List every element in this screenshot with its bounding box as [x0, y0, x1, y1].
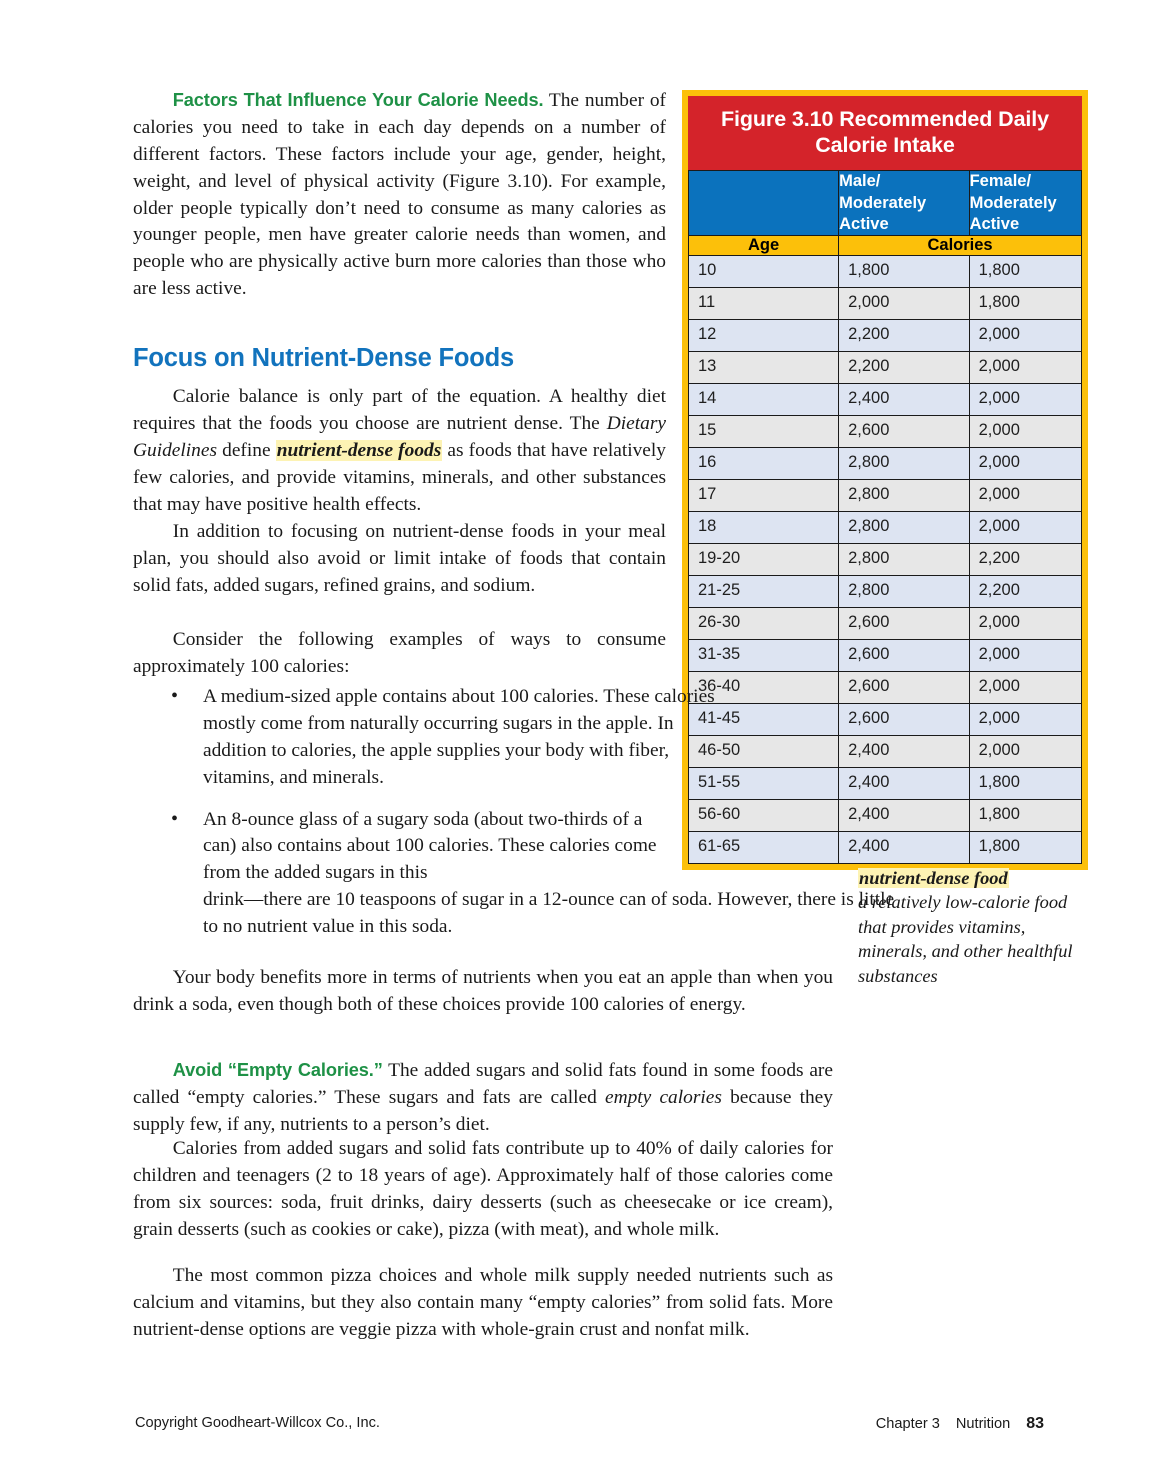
table-cell-male: 2,400	[839, 767, 969, 799]
avoid-text-2: because they supply few, if any, nutrients to a person’s diet.	[133, 1086, 833, 1135]
table-subheader-row	[689, 235, 1082, 255]
table-cell-age: 36-40	[689, 671, 839, 703]
table-cell-male: 2,800	[839, 543, 969, 575]
table-cell-age: 41-45	[689, 703, 839, 735]
table-cell-age: 56-60	[689, 799, 839, 831]
table-cell-male: 2,800	[839, 447, 969, 479]
bullet-icon: •	[171, 807, 179, 830]
table-cell-female: 2,000	[969, 447, 1081, 479]
table-cell-age: 12	[689, 319, 839, 351]
table-cell-age: 18	[689, 511, 839, 543]
paragraph-in-addition-text: In addition to focusing on nutrient-dense foods in your meal plan, you should also avoid or limit intake of foods that contain solid fats, added sugars, refined grains, and sodium.	[133, 521, 666, 596]
list-item-soda-text-narrow: An 8-ounce glass of a sugary soda (about two-thirds of a can) also contains about 100 calories. These calories come from the added sugars in this	[203, 808, 657, 884]
table-row	[689, 479, 1082, 511]
table-cell-female: 2,200	[969, 543, 1081, 575]
table-row	[689, 255, 1082, 287]
table-cell-female: 2,000	[969, 639, 1081, 671]
calorie-text-3: as foods that have relatively few calories, and provide vitamins, minerals, and other substances that may have positive health effects.	[133, 439, 666, 515]
list-item-apple-text: A medium-sized apple contains about 100 calories. These calories mostly come from naturally occurring sugars in the apple. In addition to calories, the apple supplies your body with fiber, vitamins, and minerals.	[203, 686, 715, 788]
list-item	[133, 807, 903, 941]
table-cell-female: 2,000	[969, 607, 1081, 639]
table-cell-male: 2,600	[839, 415, 969, 447]
table-row	[689, 511, 1082, 543]
table-cell-age: 11	[689, 287, 839, 319]
table-cell-female: 2,000	[969, 383, 1081, 415]
table-row	[689, 575, 1082, 607]
paragraph-pizza-choices-text: The most common pizza choices and whole milk supply needed nutrients such as calcium and vitamins, but they also contain many “empty calories” from solid fats. More nutrient-dense options are veggie pizza with whole-grain crust and nonfat milk.	[133, 1265, 833, 1340]
footer-chapter-info	[876, 1415, 1044, 1433]
table-header-row	[689, 171, 1082, 235]
table-cell-female: 1,800	[969, 799, 1081, 831]
table-cell-age: 46-50	[689, 735, 839, 767]
table-cell-female: 1,800	[969, 831, 1081, 863]
table-cell-age: 15	[689, 415, 839, 447]
table-cell-age: 16	[689, 447, 839, 479]
table-cell-age: 51-55	[689, 767, 839, 799]
paragraph-added-sugars-text: Calories from added sugars and solid fats contribute up to 40% of daily calories for children and teenagers (2 to 18 years of age). Approximately half of those calories come from six sources: soda, fruit drinks, dairy desserts (such as cheesecake or ice cream), grain desserts (such as cookies or cake), pizza (with meat), and whole milk.	[133, 1138, 833, 1240]
table-cell-age: 19-20	[689, 543, 839, 575]
runin-head-avoid: Avoid “Empty Calories.”	[172, 1060, 383, 1080]
table-row	[689, 639, 1082, 671]
glossary-sidebar	[858, 866, 1090, 988]
table-cell-male: 2,600	[839, 607, 969, 639]
footer-subject: Nutrition	[955, 1416, 1011, 1432]
page-footer	[0, 1415, 1156, 1439]
runin-head-factors: Factors That Influence Your Calorie Needs.	[172, 90, 544, 110]
table-row	[689, 415, 1082, 447]
examples-list	[133, 684, 903, 941]
calorie-text-1: Calorie balance is only part of the equation. A healthy diet requires that the foods you choose are nutrient dense. The	[133, 386, 666, 434]
table-cell-male: 2,600	[839, 703, 969, 735]
table-cell-age: 14	[689, 383, 839, 415]
paragraph-pizza-choices	[133, 1263, 833, 1344]
glossary-term: nutrient-dense food	[859, 868, 1008, 888]
table-cell-age: 61-65	[689, 831, 839, 863]
table-row	[689, 351, 1082, 383]
table-cell-male: 1,800	[839, 255, 969, 287]
paragraph-calorie-balance	[133, 384, 666, 518]
table-cell-male: 2,600	[839, 639, 969, 671]
paragraph-in-addition	[133, 519, 666, 600]
footer-page-number: 83	[1026, 1415, 1044, 1432]
header-cell-male: Male/ Moderately Active	[839, 171, 969, 235]
header-cell-blank	[689, 171, 839, 235]
calorie-text-2: define	[217, 439, 276, 461]
table-cell-female: 2,000	[969, 319, 1081, 351]
section-heading-focus: Focus on Nutrient-Dense Foods	[133, 344, 514, 372]
table-cell-age: 21-25	[689, 575, 839, 607]
table-row	[689, 607, 1082, 639]
paragraph-avoid-empty-calories	[133, 1058, 833, 1139]
table-cell-male: 2,400	[839, 799, 969, 831]
table-cell-male: 2,600	[839, 671, 969, 703]
table-cell-age: 31-35	[689, 639, 839, 671]
footer-copyright: Copyright Goodheart-Willcox Co., Inc.	[135, 1415, 380, 1431]
paragraph-body-benefits-text: Your body benefits more in terms of nutrients when you eat an apple than when you drink a soda, even though both of these choices provide 100 calories of energy.	[133, 967, 833, 1015]
table-cell-female: 1,800	[969, 287, 1081, 319]
table-cell-male: 2,800	[839, 511, 969, 543]
table-cell-female: 2,000	[969, 415, 1081, 447]
table-row	[689, 383, 1082, 415]
table-cell-female: 2,000	[969, 479, 1081, 511]
table-cell-male: 2,400	[839, 383, 969, 415]
footer-chapter: Chapter 3	[875, 1416, 940, 1432]
book-title-dietary-guidelines: Dietary Guidelines	[133, 412, 666, 461]
table-cell-female: 2,000	[969, 671, 1081, 703]
paragraph-consider-text: Consider the following examples of ways to consume approximately 100 calories:	[133, 629, 666, 677]
subheader-cell-age: Age	[689, 235, 839, 255]
table-cell-female: 2,000	[969, 511, 1081, 543]
figure-title: Figure 3.10 Recommended Daily Calorie Intake	[688, 96, 1082, 170]
paragraph-factors-text: The number of calories you need to take in each day depends on a number of different factors. These factors include your age, gender, height, weight, and level of physical activity (Figure 3.10). For example, older people typically don’t need to consume as many calories as younger people, men have greater calorie needs than women, and people who are physically active burn more calories than those who are less active.	[133, 90, 666, 300]
table-row	[689, 319, 1082, 351]
list-item	[133, 684, 723, 792]
avoid-text-1: The added sugars and solid fats found in some foods are called “empty calories.” These sugars and fats are called	[133, 1060, 833, 1108]
table-cell-age: 26-30	[689, 607, 839, 639]
paragraph-consider	[133, 627, 666, 681]
table-cell-age: 13	[689, 351, 839, 383]
header-cell-female: Female/ Moderately Active	[969, 171, 1081, 235]
table-cell-age: 10	[689, 255, 839, 287]
key-term-nutrient-dense-foods: nutrient-dense foods	[276, 439, 442, 461]
table-cell-male: 2,000	[839, 287, 969, 319]
glossary-definition: a relatively low-calorie food that provides vitamins, minerals, and other healthful substances	[858, 892, 1073, 986]
subheader-cell-calories: Calories	[839, 235, 1082, 255]
table-cell-female: 2,000	[969, 703, 1081, 735]
list-item-soda-text-wide: drink—there are 10 teaspoons of sugar in a 12-ounce can of soda. However, there is little to no nutrient value in this soda.	[203, 889, 895, 937]
paragraph-body-benefits	[133, 965, 833, 1019]
table-row	[689, 543, 1082, 575]
table-cell-male: 2,800	[839, 575, 969, 607]
italic-term-empty-calories: empty calories	[604, 1086, 722, 1108]
table-cell-male: 2,400	[839, 735, 969, 767]
paragraph-factors	[133, 88, 666, 303]
table-cell-female: 1,800	[969, 767, 1081, 799]
paragraph-added-sugars	[133, 1136, 833, 1244]
table-cell-female: 2,200	[969, 575, 1081, 607]
table-cell-female: 2,000	[969, 351, 1081, 383]
table-cell-female: 2,000	[969, 735, 1081, 767]
table-cell-female: 1,800	[969, 255, 1081, 287]
table-cell-male: 2,800	[839, 479, 969, 511]
table-cell-male: 2,200	[839, 319, 969, 351]
bullet-icon: •	[171, 685, 179, 707]
table-row	[689, 447, 1082, 479]
table-row	[689, 287, 1082, 319]
table-cell-male: 2,200	[839, 351, 969, 383]
table-cell-male: 2,400	[839, 831, 969, 863]
table-cell-age: 17	[689, 479, 839, 511]
